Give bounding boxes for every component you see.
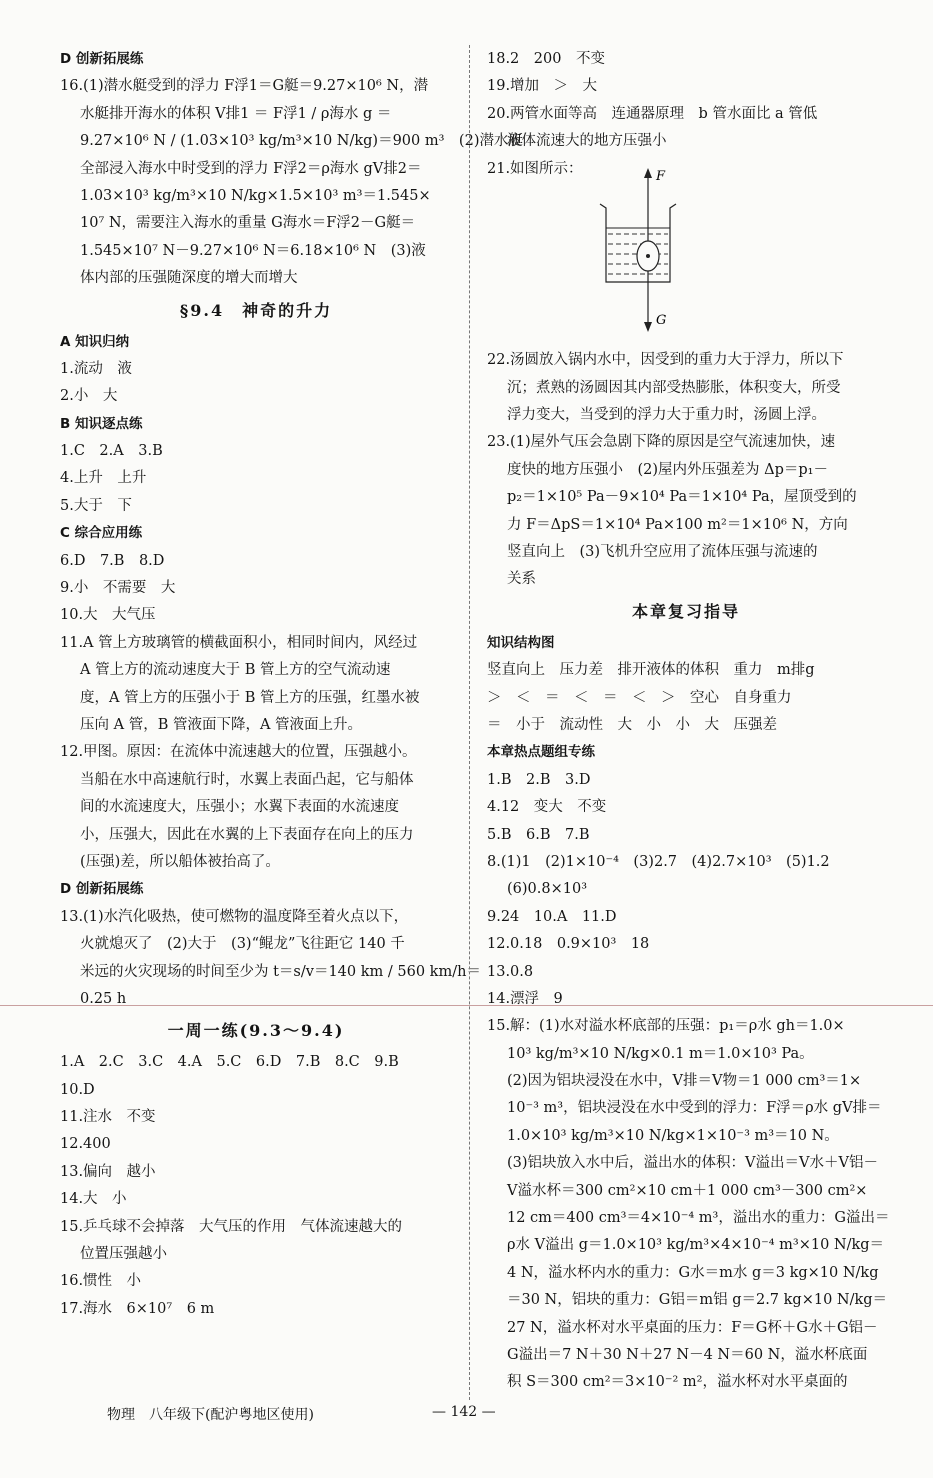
answer-line: 16.(1)潜水艇受到的浮力 F浮1＝G艇＝9.27×10⁶ N，潜: [60, 78, 429, 95]
answer-line: 全部浸入海水中时受到的浮力 F浮2＝ρ海水 gV排2＝: [80, 160, 422, 177]
answer-line: ＝ 小于 流动性 大 小 小 大 压强差: [487, 716, 777, 733]
answer-line: 2.小 大: [60, 388, 118, 405]
answer-line: 20.两管水面等高 连通器原理 b 管水面比 a 管低: [487, 105, 818, 122]
column-divider: [469, 45, 470, 1400]
answer-line: [487, 210, 885, 237]
answer-line: 15.乒乓球不会掉落 大气压的作用 气体流速越大的: [60, 1218, 403, 1235]
answer-line: 11.注水 不变: [60, 1109, 156, 1126]
answer-line: (2)因为铝块浸没在水中，V排＝V物＝1 000 cm³＝1×: [507, 1073, 862, 1090]
subsection-heading: A 知识归纳: [60, 333, 130, 350]
answer-line: 关系: [507, 571, 536, 588]
answer-line: 1.C 2.A 3.B: [60, 443, 163, 460]
answer-line: 22.汤圆放入锅内水中，因受到的重力大于浮力，所以下: [487, 352, 844, 369]
answer-line: 火就熄灭了 (2)大于 (3)“鲲龙”飞往距它 140 千: [80, 936, 405, 953]
answer-line: [487, 183, 885, 210]
answer-line: [487, 265, 885, 292]
answer-line: 4 N，溢水杯内水的重力：G水＝m水 g＝3 kg×10 N/kg: [507, 1264, 879, 1281]
answer-line: 浮力变大，当受到的浮力大于重力时，汤圆上浮。: [507, 407, 826, 424]
answer-line: 度快的地方压强小 (2)屋内外压强差为 Δp＝p₁－: [507, 461, 828, 478]
answer-line: 12.400: [60, 1136, 111, 1153]
answer-line: 1.0×10³ kg/m³×10 N/kg×1×10⁻³ m³＝10 N。: [507, 1127, 839, 1144]
section-title: 本章复习指导: [631, 601, 740, 621]
answer-line: 沉；煮熟的汤圆因其内部受热膨胀，体积变大，所受: [507, 379, 841, 396]
force-f-label: F: [656, 169, 666, 184]
answer-line: (3)铝块放入水中后，溢出水的体积：V溢出＝V水＋V铝－: [507, 1155, 878, 1172]
subsection-heading: B 知识逐点练: [60, 415, 143, 432]
answer-line: G溢出＝7 N＋30 N＋27 N－4 N＝60 N，溢水杯底面: [507, 1346, 868, 1363]
answer-line: 0.25 h: [80, 990, 127, 1007]
answer-line: 6.D 7.B 8.D: [60, 552, 165, 569]
answer-line: 18.2 200 不变: [487, 51, 605, 67]
answer-line: 9.小 不需要 大: [60, 580, 176, 597]
answer-line: 位置压强越小: [80, 1246, 167, 1263]
footer-book-title: 物理 八年级下(配沪粤地区使用): [107, 1407, 314, 1423]
answer-line: 13.0.8: [487, 963, 534, 980]
answer-line: 1.A 2.C 3.C 4.A 5.C 6.D 7.B 8.C 9.B: [60, 1054, 399, 1071]
subsection-heading: 本章热点题组专练: [487, 744, 595, 761]
page-fold-line: [0, 1005, 933, 1006]
answer-line: p₂＝1×10⁵ Pa－9×10⁴ Pa＝1×10⁴ Pa，屋顶受到的: [507, 489, 857, 506]
answer-line: 23.(1)屋外气压会急剧下降的原因是空气流速加快，速: [487, 434, 836, 451]
answer-line: 5.大于 下: [60, 497, 132, 514]
force-diagram: [590, 168, 680, 332]
answer-line: 液体流速大的地方压强小: [507, 133, 667, 150]
answer-line: 19.增加 ＞ 大: [487, 78, 598, 95]
answer-line: 米远的火灾现场的时间至少为 t＝s/v＝140 km / 560 km/h＝: [80, 963, 481, 980]
answer-line: 1.流动 液: [60, 360, 132, 377]
answer-line: 13.偏向 越小: [60, 1163, 156, 1180]
answer-line: 10⁻³ m³，铝块浸没在水中受到的浮力：F浮＝ρ水 gV排＝: [507, 1100, 882, 1117]
page-number: — 142 —: [432, 1404, 496, 1420]
answer-line: 5.B 6.B 7.B: [487, 826, 590, 843]
answer-line: [487, 238, 885, 265]
answer-line: 小，压强大，因此在水翼的上下表面存在向上的压力: [80, 826, 414, 843]
subsection-heading: 知识结构图: [487, 634, 555, 651]
answer-line: 积 S＝300 cm²＝3×10⁻² m²，溢水杯对水平桌面的: [507, 1374, 848, 1391]
answer-line: 1.B 2.B 3.D: [487, 771, 591, 788]
answer-line: 27 N，溢水杯对水平桌面的压力：F＝G杯＋G水＋G铝－: [507, 1319, 878, 1336]
answer-line: 14.大 小: [60, 1191, 127, 1208]
answer-line: 11.A 管上方玻璃管的横截面积小，相同时间内，风经过: [60, 634, 418, 651]
answer-line: 8.(1)1 (2)1×10⁻⁴ (3)2.7 (4)2.7×10³ (5)1.2: [487, 853, 830, 870]
section-title: §9.4 神奇的升力: [179, 300, 333, 320]
answer-line: ρ水 V溢出 g＝1.0×10³ kg/m³×4×10⁻⁴ m³×10 N/kg＝: [507, 1237, 885, 1254]
answer-line: 10³ kg/m³×10 N/kg×0.1 m＝1.0×10³ Pa。: [507, 1045, 814, 1062]
force-g-label: G: [656, 313, 667, 328]
subsection-heading: D 创新拓展练: [60, 881, 144, 898]
answer-line: 16.惯性 小: [60, 1273, 142, 1290]
answer-line: 1.03×10³ kg/m³×10 N/kg×1.5×10³ m³＝1.545×: [80, 187, 431, 204]
answer-line: [487, 293, 885, 320]
subsection-heading: D 创新拓展练: [60, 51, 144, 67]
answer-line: 12.甲图。原因：在流体中流速越大的位置，压强越小。: [60, 744, 417, 761]
answer-line: 4.上升 上升: [60, 470, 147, 487]
answer-line: 竖直向上 压力差 排开液体的体积 重力 m排g: [487, 662, 815, 679]
answer-line: (6)0.8×10³: [507, 881, 588, 898]
answer-line: A 管上方的流动速度大于 B 管上方的空气流动速: [80, 662, 391, 679]
answer-line: 17.海水 6×10⁷ 6 m: [60, 1300, 215, 1317]
answer-line: 10⁷ N，需要注入海水的重量 G海水＝F浮2－G艇＝: [80, 215, 416, 232]
answer-line: ＝30 N，铝块的重力：G铝＝m铝 g＝2.7 kg×10 N/kg＝: [507, 1292, 888, 1309]
answer-line: 竖直向上 (3)飞机升空应用了流体压强与流速的: [507, 544, 818, 561]
answer-line: [487, 320, 885, 347]
answer-line: 12.0.18 0.9×10³ 18: [487, 936, 650, 953]
answer-line: 13.(1)水汽化吸热，使可燃物的温度降至着火点以下，: [60, 908, 409, 925]
answer-line: (压强)差，所以船体被抬高了。: [80, 853, 280, 870]
answer-line: V溢水杯＝300 cm²×10 cm＋1 000 cm³－300 cm²×: [507, 1182, 868, 1199]
answer-line: 9.27×10⁶ N / (1.03×10³ kg/m³×10 N/kg)＝900 m³ (2)潜水艇: [80, 133, 523, 150]
answer-line: 4.12 变大 不变: [487, 799, 607, 816]
answer-line: 水艇排开海水的体积 V排1 ＝ F浮1 / ρ海水 g ＝: [80, 105, 392, 122]
answer-line: 间的水流速度大，压强小；水翼下表面的水流速度: [80, 799, 399, 816]
answer-line: 当船在水中高速航行时，水翼上表面凸起，它与船体: [80, 771, 414, 788]
answer-line: 10.D: [60, 1081, 95, 1098]
answer-line: 14.漂浮 9: [487, 990, 563, 1007]
answer-line: 度，A 管上方的压强小于 B 管上方的压强，红墨水被: [80, 689, 420, 706]
answer-line: 力 F＝ΔpS＝1×10⁴ Pa×100 m²＝1×10⁶ N，方向: [507, 516, 848, 533]
answer-line: 压向 A 管，B 管液面下降，A 管液面上升。: [80, 716, 363, 733]
section-title: 一周一练(9.3～9.4): [167, 1021, 345, 1041]
answer-line: 12 cm＝400 cm³＝4×10⁻⁴ m³，溢出水的重力：G溢出＝: [507, 1210, 890, 1227]
answer-line: 体内部的压强随深度的增大而增大: [80, 270, 298, 287]
answer-line: 10.大 大气压: [60, 607, 156, 624]
subsection-heading: C 综合应用练: [60, 525, 143, 542]
answer-line: 21.如图所示：: [487, 160, 583, 177]
answer-line: 1.545×10⁷ N－9.27×10⁶ N＝6.18×10⁶ N (3)液: [80, 242, 426, 259]
answer-line: 9.24 10.A 11.D: [487, 908, 617, 925]
answer-line: ＞ ＜ ＝ ＜ ＝ ＜ ＞ 空心 自身重力: [487, 689, 792, 706]
right-column: [487, 46, 890, 1397]
answer-line: 15.解：(1)水对溢水杯底部的压强：p₁＝ρ水 gh＝1.0×: [487, 1018, 845, 1035]
